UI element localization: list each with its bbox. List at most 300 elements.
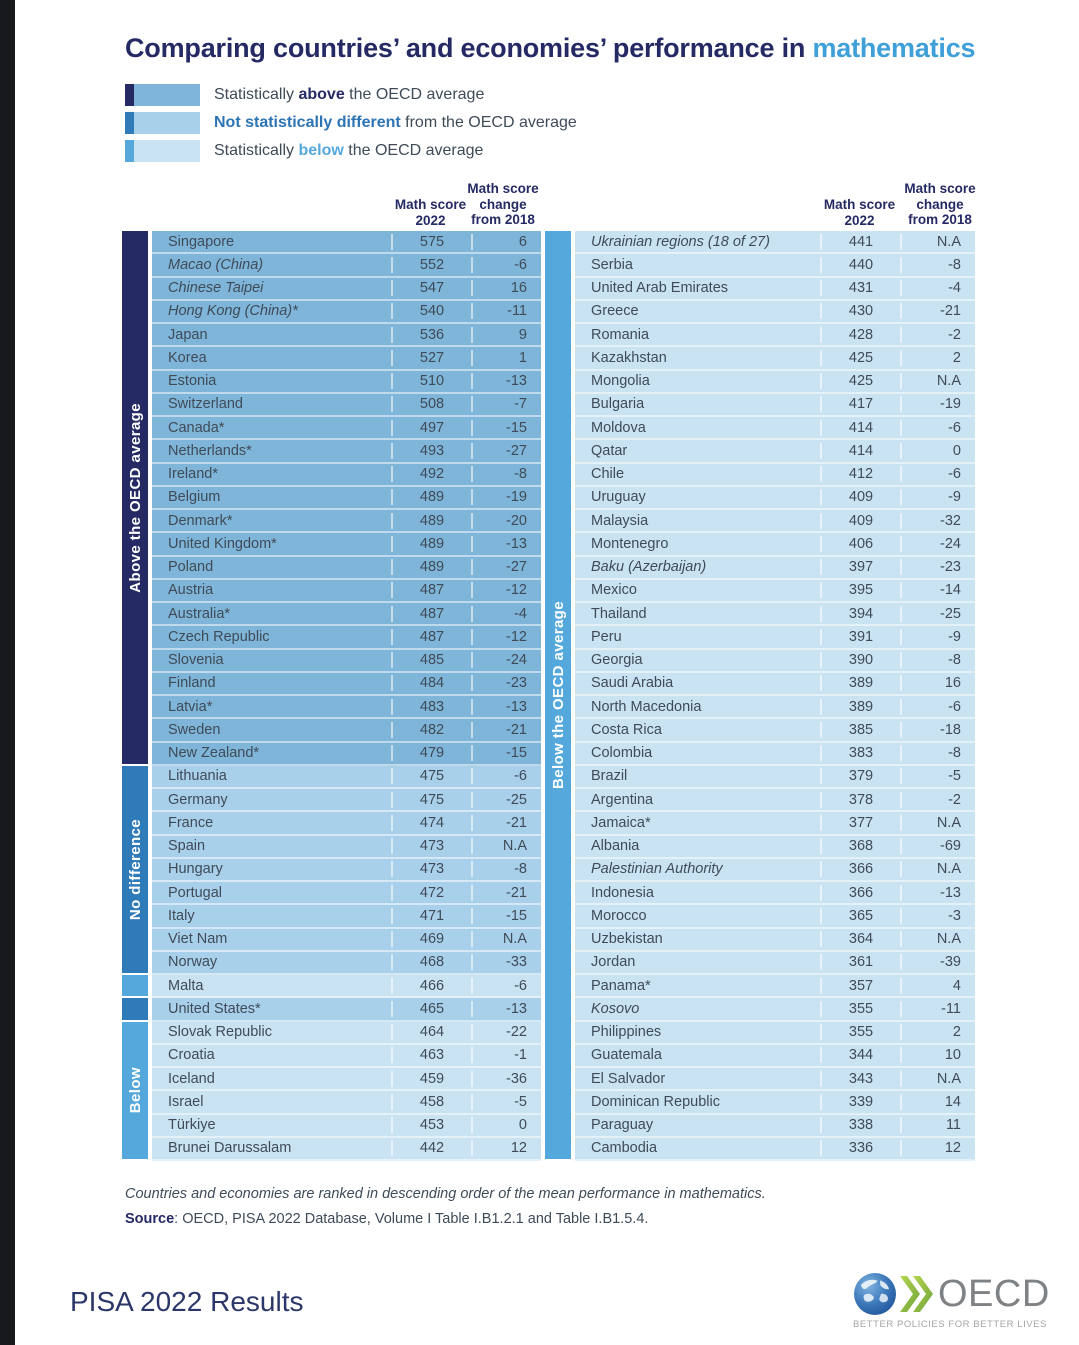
category-rail-label: Below the OECD average bbox=[549, 600, 567, 790]
score-cell: 508 bbox=[391, 396, 473, 412]
table-row bbox=[575, 650, 975, 673]
table-row bbox=[152, 1091, 541, 1114]
table-row bbox=[575, 673, 975, 696]
country-cell: Paraguay bbox=[591, 1117, 654, 1134]
country-cell: Sweden bbox=[168, 721, 221, 738]
table-row bbox=[575, 929, 975, 952]
score-cell: 366 bbox=[820, 885, 902, 901]
change-cell: -21 bbox=[506, 884, 527, 901]
change-cell: 0 bbox=[518, 1117, 527, 1134]
country-cell: Chile bbox=[591, 466, 625, 483]
right-score-table bbox=[575, 231, 975, 1161]
table-row bbox=[575, 905, 975, 928]
table-row bbox=[575, 743, 975, 766]
score-cell: 425 bbox=[820, 350, 902, 366]
score-cell: 440 bbox=[820, 257, 902, 273]
change-cell: -24 bbox=[506, 652, 527, 669]
table-row bbox=[575, 1138, 975, 1161]
score-cell: 463 bbox=[391, 1047, 473, 1063]
table-row bbox=[152, 464, 541, 487]
table-row bbox=[575, 464, 975, 487]
change-cell: 12 bbox=[510, 1140, 527, 1157]
country-cell: United States* bbox=[168, 1000, 261, 1017]
category-rail-label: Above the OECD average bbox=[126, 402, 144, 593]
change-cell: -6 bbox=[514, 977, 527, 994]
table-row bbox=[575, 766, 975, 789]
country-cell: Bulgaria bbox=[591, 396, 645, 413]
change-cell: -27 bbox=[506, 442, 527, 459]
table-row bbox=[575, 580, 975, 603]
score-cell: 364 bbox=[820, 931, 902, 947]
change-cell: 10 bbox=[944, 1047, 961, 1064]
table-row bbox=[152, 719, 541, 742]
category-rail-segment bbox=[122, 1022, 148, 1162]
country-cell: Latvia* bbox=[168, 698, 213, 715]
score-cell: 497 bbox=[391, 420, 473, 436]
page-left-edge bbox=[0, 0, 15, 1345]
score-cell: 389 bbox=[820, 699, 902, 715]
table-row bbox=[152, 394, 541, 417]
column-header-line: Math score bbox=[904, 181, 976, 196]
legend-label-bold: below bbox=[298, 142, 344, 159]
change-cell: -8 bbox=[948, 745, 961, 762]
table-row bbox=[575, 278, 975, 301]
table-row bbox=[575, 1045, 975, 1068]
change-cell: -13 bbox=[506, 1000, 527, 1017]
score-cell: 493 bbox=[391, 443, 473, 459]
change-cell: 16 bbox=[944, 675, 961, 692]
score-cell: 412 bbox=[820, 466, 902, 482]
change-cell: -2 bbox=[948, 791, 961, 808]
score-cell: 485 bbox=[391, 652, 473, 668]
change-cell: -32 bbox=[940, 512, 961, 529]
score-cell: 466 bbox=[391, 978, 473, 994]
change-cell: 14 bbox=[944, 1093, 961, 1110]
change-cell: 16 bbox=[510, 280, 527, 297]
globe-icon bbox=[853, 1272, 897, 1316]
change-cell: 9 bbox=[518, 326, 527, 343]
table-row bbox=[575, 1091, 975, 1114]
change-cell: -19 bbox=[506, 489, 527, 506]
score-cell: 464 bbox=[391, 1024, 473, 1040]
score-cell: 474 bbox=[391, 815, 473, 831]
right-category-rail bbox=[545, 231, 571, 1161]
score-cell: 527 bbox=[391, 350, 473, 366]
legend-tick-swatch bbox=[125, 84, 134, 106]
country-cell: Argentina bbox=[591, 791, 654, 808]
score-cell: 417 bbox=[820, 396, 902, 412]
table-row bbox=[152, 1022, 541, 1045]
legend-item bbox=[125, 84, 577, 106]
column-header-line: 2022 bbox=[844, 212, 875, 228]
change-cell: -69 bbox=[940, 838, 961, 855]
left-category-rail bbox=[122, 231, 148, 1161]
legend-tick-swatch bbox=[125, 112, 134, 134]
change-cell: -9 bbox=[948, 489, 961, 506]
table-row bbox=[575, 859, 975, 882]
country-cell: Montenegro bbox=[591, 535, 669, 552]
table-row bbox=[575, 324, 975, 347]
country-cell: Indonesia bbox=[591, 884, 654, 901]
table-row bbox=[152, 417, 541, 440]
score-cell: 487 bbox=[391, 606, 473, 622]
table-row bbox=[152, 905, 541, 928]
country-cell: Jordan bbox=[591, 954, 636, 971]
country-cell: Iceland bbox=[168, 1070, 215, 1087]
country-cell: Macao (China) bbox=[168, 256, 264, 273]
score-cell: 391 bbox=[820, 629, 902, 645]
score-cell: 425 bbox=[820, 373, 902, 389]
oecd-wordmark: OECD bbox=[938, 1273, 1050, 1315]
column-header-change-right bbox=[890, 181, 990, 228]
score-cell: 409 bbox=[820, 513, 902, 529]
country-cell: Ireland* bbox=[168, 466, 218, 483]
change-cell: 2 bbox=[952, 349, 961, 366]
change-cell: -12 bbox=[506, 628, 527, 645]
country-cell: Qatar bbox=[591, 442, 628, 459]
legend-bar-swatch bbox=[134, 84, 200, 106]
column-header-line: Math score bbox=[394, 197, 467, 212]
country-cell: Uruguay bbox=[591, 489, 646, 506]
source-label: Source bbox=[125, 1211, 175, 1227]
country-cell: Israel bbox=[168, 1093, 204, 1110]
country-cell: Czech Republic bbox=[168, 628, 270, 645]
legend-label: Not statistically different from the OECD average bbox=[214, 114, 577, 131]
change-cell: -15 bbox=[506, 907, 527, 924]
table-row bbox=[152, 1138, 541, 1161]
page-title-highlight: mathematics bbox=[812, 33, 976, 63]
change-cell: -36 bbox=[506, 1070, 527, 1087]
country-cell: Malaysia bbox=[591, 512, 649, 529]
change-cell: -33 bbox=[506, 954, 527, 971]
table-row bbox=[152, 952, 541, 975]
column-header-line: from 2018 bbox=[908, 212, 972, 228]
country-cell: Panama* bbox=[591, 977, 651, 994]
change-cell: -15 bbox=[506, 419, 527, 436]
score-cell: 339 bbox=[820, 1094, 902, 1110]
country-cell: Türkiye bbox=[168, 1117, 216, 1134]
country-cell: Cambodia bbox=[591, 1140, 658, 1157]
change-cell: -8 bbox=[514, 466, 527, 483]
country-cell: Philippines bbox=[591, 1024, 662, 1041]
column-header-line: 2022 bbox=[415, 212, 446, 228]
change-cell: -3 bbox=[948, 907, 961, 924]
score-cell: 390 bbox=[820, 652, 902, 668]
score-cell: 378 bbox=[820, 792, 902, 808]
score-cell: 540 bbox=[391, 303, 473, 319]
column-header-line: change bbox=[916, 196, 964, 212]
score-cell: 394 bbox=[820, 606, 902, 622]
score-cell: 428 bbox=[820, 327, 902, 343]
score-cell: 471 bbox=[391, 908, 473, 924]
table-row bbox=[152, 836, 541, 859]
change-cell: -6 bbox=[948, 466, 961, 483]
change-cell: -21 bbox=[506, 721, 527, 738]
legend-bar-swatch bbox=[134, 112, 200, 134]
change-cell: -13 bbox=[940, 884, 961, 901]
country-cell: Japan bbox=[168, 326, 208, 343]
change-cell: -22 bbox=[506, 1024, 527, 1041]
score-cell: 355 bbox=[820, 1024, 902, 1040]
country-cell: Peru bbox=[591, 628, 622, 645]
country-cell: Guatemala bbox=[591, 1047, 662, 1064]
change-cell: N.A bbox=[502, 931, 527, 948]
score-cell: 357 bbox=[820, 978, 902, 994]
country-cell: Mongolia bbox=[591, 373, 650, 390]
country-cell: Slovak Republic bbox=[168, 1024, 272, 1041]
score-cell: 368 bbox=[820, 838, 902, 854]
change-cell: -9 bbox=[948, 628, 961, 645]
country-cell: Canada* bbox=[168, 419, 225, 436]
table-row bbox=[575, 836, 975, 859]
country-cell: Chinese Taipei bbox=[168, 280, 264, 297]
score-cell: 473 bbox=[391, 861, 473, 877]
score-cell: 489 bbox=[391, 513, 473, 529]
score-cell: 366 bbox=[820, 861, 902, 877]
table-row bbox=[152, 347, 541, 370]
column-header-line: from 2018 bbox=[471, 212, 535, 228]
country-cell: Croatia bbox=[168, 1047, 215, 1064]
country-cell: Albania bbox=[591, 838, 640, 855]
table-row bbox=[575, 789, 975, 812]
table-row bbox=[575, 417, 975, 440]
country-cell: Uzbekistan bbox=[591, 931, 663, 948]
table-row bbox=[152, 998, 541, 1021]
category-rail-segment bbox=[545, 231, 571, 1161]
score-cell: 575 bbox=[391, 234, 473, 250]
country-cell: Romania bbox=[591, 326, 650, 343]
table-row bbox=[575, 696, 975, 719]
score-cell: 489 bbox=[391, 536, 473, 552]
country-cell: Jamaica* bbox=[591, 814, 651, 831]
change-cell: -5 bbox=[948, 768, 961, 785]
change-cell: -12 bbox=[506, 582, 527, 599]
country-cell: Switzerland bbox=[168, 396, 243, 413]
change-cell: 4 bbox=[952, 977, 961, 994]
score-cell: 343 bbox=[820, 1071, 902, 1087]
table-row bbox=[575, 952, 975, 975]
country-cell: United Kingdom* bbox=[168, 535, 277, 552]
score-cell: 344 bbox=[820, 1047, 902, 1063]
country-cell: Brazil bbox=[591, 768, 628, 785]
country-cell: Thailand bbox=[591, 605, 647, 622]
change-cell: -6 bbox=[514, 768, 527, 785]
change-cell: -25 bbox=[940, 605, 961, 622]
report-title: PISA 2022 Results bbox=[70, 1286, 304, 1317]
change-cell: -6 bbox=[514, 256, 527, 273]
table-row bbox=[152, 533, 541, 556]
country-cell: Belgium bbox=[168, 489, 221, 506]
table-row bbox=[152, 766, 541, 789]
table-row bbox=[575, 533, 975, 556]
country-cell: Kazakhstan bbox=[591, 349, 667, 366]
table-row bbox=[152, 1068, 541, 1091]
score-cell: 465 bbox=[391, 1001, 473, 1017]
table-row bbox=[152, 440, 541, 463]
country-cell: Kosovo bbox=[591, 1000, 640, 1017]
table-row bbox=[575, 882, 975, 905]
change-cell: -8 bbox=[948, 652, 961, 669]
table-row bbox=[152, 789, 541, 812]
country-cell: Brunei Darussalam bbox=[168, 1140, 292, 1157]
legend-item bbox=[125, 112, 577, 134]
change-cell: -4 bbox=[514, 605, 527, 622]
score-cell: 469 bbox=[391, 931, 473, 947]
left-score-table bbox=[152, 231, 541, 1161]
country-cell: Mexico bbox=[591, 582, 637, 599]
change-cell: -23 bbox=[506, 675, 527, 692]
table-row bbox=[152, 254, 541, 277]
table-row bbox=[152, 1045, 541, 1068]
score-cell: 377 bbox=[820, 815, 902, 831]
score-cell: 458 bbox=[391, 1094, 473, 1110]
country-cell: Costa Rica bbox=[591, 721, 662, 738]
change-cell: -14 bbox=[940, 582, 961, 599]
country-cell: Norway bbox=[168, 954, 218, 971]
table-row bbox=[575, 626, 975, 649]
change-cell: -6 bbox=[948, 419, 961, 436]
change-cell: -5 bbox=[514, 1093, 527, 1110]
country-cell: Hungary bbox=[168, 861, 223, 878]
table-row bbox=[575, 487, 975, 510]
country-cell: Slovenia bbox=[168, 652, 224, 669]
legend-label: Statistically above the OECD average bbox=[214, 86, 485, 103]
score-cell: 473 bbox=[391, 838, 473, 854]
score-cell: 484 bbox=[391, 675, 473, 691]
legend-item bbox=[125, 140, 577, 162]
change-cell: 11 bbox=[945, 1117, 961, 1134]
score-cell: 431 bbox=[820, 280, 902, 296]
change-cell: N.A bbox=[936, 233, 961, 250]
country-cell: Italy bbox=[168, 907, 195, 924]
country-cell: Colombia bbox=[591, 745, 653, 762]
score-cell: 414 bbox=[820, 420, 902, 436]
table-row bbox=[152, 371, 541, 394]
score-cell: 489 bbox=[391, 559, 473, 575]
table-row bbox=[575, 998, 975, 1021]
country-cell: Georgia bbox=[591, 652, 643, 669]
category-rail-label: Below bbox=[126, 1067, 144, 1114]
country-cell: Palestinian Authority bbox=[591, 861, 723, 878]
table-row bbox=[152, 650, 541, 673]
country-cell: El Salvador bbox=[591, 1070, 666, 1087]
country-cell: Singapore bbox=[168, 233, 235, 250]
table-row bbox=[152, 231, 541, 254]
table-row bbox=[152, 510, 541, 533]
column-header-line: Math score bbox=[823, 197, 896, 212]
change-cell: -13 bbox=[506, 373, 527, 390]
change-cell: -8 bbox=[948, 256, 961, 273]
score-cell: 472 bbox=[391, 885, 473, 901]
change-cell: -25 bbox=[506, 791, 527, 808]
score-cell: 475 bbox=[391, 768, 473, 784]
change-cell: -27 bbox=[506, 559, 527, 576]
change-cell: -11 bbox=[941, 1000, 961, 1017]
score-cell: 482 bbox=[391, 722, 473, 738]
change-cell: 6 bbox=[518, 233, 527, 250]
country-cell: Hong Kong (China)* bbox=[168, 303, 298, 320]
country-cell: Lithuania bbox=[168, 768, 227, 785]
score-cell: 395 bbox=[820, 582, 902, 598]
page-title bbox=[125, 33, 975, 64]
country-cell: Australia* bbox=[168, 605, 231, 622]
score-cell: 442 bbox=[391, 1140, 473, 1156]
change-cell: -39 bbox=[940, 954, 961, 971]
change-cell: N.A bbox=[936, 373, 961, 390]
change-cell: 2 bbox=[952, 1024, 961, 1041]
source-text: : OECD, PISA 2022 Database, Volume I Table I.B1.2.1 and Table I.B1.5.4. bbox=[174, 1211, 649, 1227]
change-cell: -2 bbox=[948, 326, 961, 343]
oecd-chevrons-icon bbox=[900, 1274, 934, 1314]
column-header-change-left bbox=[453, 181, 553, 228]
change-cell: N.A bbox=[502, 838, 527, 855]
table-row bbox=[152, 603, 541, 626]
table-row bbox=[575, 1115, 975, 1138]
legend-label-bold: Not statistically different bbox=[214, 114, 401, 131]
score-cell: 414 bbox=[820, 443, 902, 459]
score-cell: 441 bbox=[820, 234, 902, 250]
category-rail-segment bbox=[122, 231, 148, 766]
ranking-footnote: Countries and economies are ranked in descending order of the mean performance in mathematics. bbox=[125, 1186, 766, 1202]
change-cell: -15 bbox=[506, 745, 527, 762]
score-cell: 489 bbox=[391, 489, 473, 505]
category-rail-segment bbox=[122, 998, 148, 1021]
table-row bbox=[152, 859, 541, 882]
country-cell: Korea bbox=[168, 349, 207, 366]
legend-label-bold: above bbox=[298, 86, 345, 103]
score-cell: 487 bbox=[391, 629, 473, 645]
change-cell: -8 bbox=[514, 861, 527, 878]
change-cell: -11 bbox=[507, 303, 527, 320]
table-row bbox=[152, 975, 541, 998]
score-cell: 510 bbox=[391, 373, 473, 389]
country-cell: New Zealand* bbox=[168, 745, 260, 762]
oecd-logo-row bbox=[853, 1272, 1053, 1316]
table-row bbox=[152, 557, 541, 580]
score-cell: 389 bbox=[820, 675, 902, 691]
score-cell: 453 bbox=[391, 1117, 473, 1133]
table-row bbox=[575, 603, 975, 626]
table-row bbox=[152, 929, 541, 952]
score-cell: 361 bbox=[820, 954, 902, 970]
change-cell: -18 bbox=[940, 721, 961, 738]
table-row bbox=[575, 301, 975, 324]
country-cell: Saudi Arabia bbox=[591, 675, 674, 692]
country-cell: Netherlands* bbox=[168, 442, 252, 459]
score-cell: 483 bbox=[391, 699, 473, 715]
score-cell: 468 bbox=[391, 954, 473, 970]
score-cell: 487 bbox=[391, 582, 473, 598]
country-cell: North Macedonia bbox=[591, 698, 702, 715]
country-cell: Austria bbox=[168, 582, 214, 599]
table-row bbox=[152, 1115, 541, 1138]
change-cell: -13 bbox=[506, 535, 527, 552]
legend bbox=[125, 84, 577, 168]
country-cell: Portugal bbox=[168, 884, 223, 901]
legend-label: Statistically below the OECD average bbox=[214, 142, 484, 159]
source-note bbox=[125, 1211, 648, 1227]
table-row bbox=[152, 324, 541, 347]
score-cell: 355 bbox=[820, 1001, 902, 1017]
score-cell: 365 bbox=[820, 908, 902, 924]
change-cell: -7 bbox=[514, 396, 527, 413]
country-cell: Germany bbox=[168, 791, 228, 808]
table-row bbox=[152, 580, 541, 603]
page-title-main: Comparing countries’ and economies’ performance in bbox=[125, 33, 813, 63]
change-cell: -20 bbox=[506, 512, 527, 529]
table-row bbox=[152, 673, 541, 696]
score-cell: 479 bbox=[391, 745, 473, 761]
